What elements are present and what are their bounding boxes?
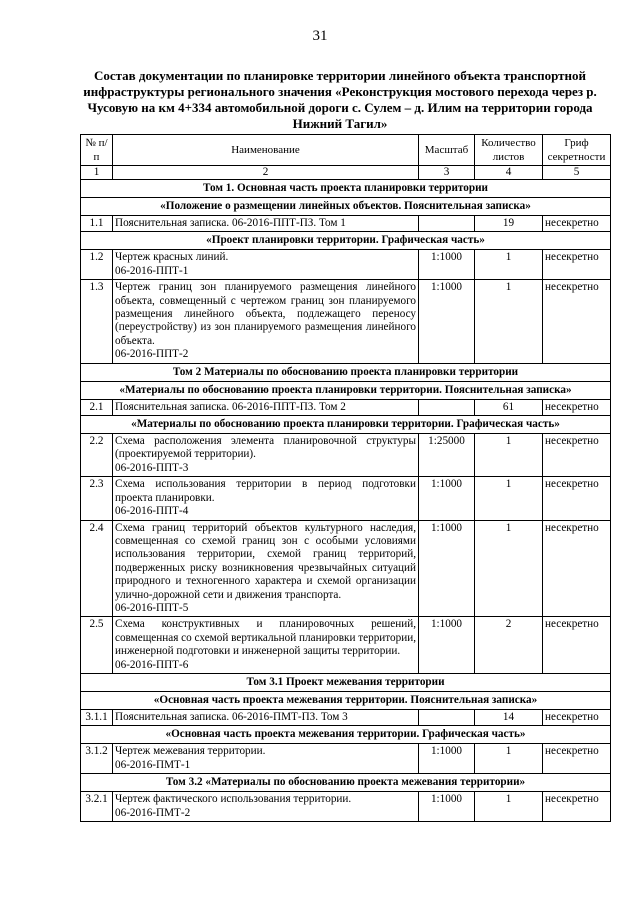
row-sheet-count: 1 [475,250,543,280]
row-scale: 1:1000 [419,280,475,363]
row-name-cell [113,520,419,617]
row-document-code: 06-2016-ППТ-6 [115,658,189,671]
section-heading-row [81,416,611,434]
row-document-code: 06-2016-ППТ-1 [115,264,189,277]
row-secrecy: несекретно [543,477,611,520]
section-heading: «Материалы по обоснованию проекта планировки территории. Пояснительная записка» [81,381,611,399]
row-secrecy: несекретно [543,744,611,774]
table-row [81,617,611,674]
header-name: Наименование [113,135,419,166]
table-row [81,434,611,477]
row-scale: 1:1000 [419,744,475,774]
row-number: 3.2.1 [81,792,113,822]
row-number: 2.4 [81,520,113,617]
row-sheet-count: 61 [475,399,543,415]
section-heading-row [81,232,611,250]
row-name: Схема границ территорий объектов культурного наследия, совмещенная со схемой границ зон с особыми условиями использования территории, схемой границ территорий, подверженных риску возникновения чрезвычайных ситуаций природного и техногенного характера и схемой организации улично-дорожной сети и движения транспорта. [115,521,416,601]
row-secrecy: несекретно [543,250,611,280]
row-number: 2.1 [81,399,113,415]
row-number: 2.3 [81,477,113,520]
row-number: 2.5 [81,617,113,674]
documentation-table [80,134,611,822]
page-number: 31 [312,28,328,44]
row-name: Пояснительная записка. 06-2016-ППТ-ПЗ. Том 1 [115,217,346,229]
table-row [81,792,611,822]
table-row [81,250,611,280]
row-document-code: 06-2016-ППТ-4 [115,505,189,518]
row-sheet-count: 1 [475,792,543,822]
row-name-cell [113,280,419,363]
row-name-cell [113,617,419,674]
section-heading: Том 3.1 Проект межевания территории [81,673,611,691]
row-name-cell [113,434,419,477]
row-secrecy: несекретно [543,709,611,725]
row-scale: 1:1000 [419,520,475,617]
column-index-row [81,166,611,180]
row-name-cell [113,250,419,280]
row-name: Пояснительная записка. 06-2016-ППТ-ПЗ. Том 2 [115,400,346,413]
row-name-cell [113,792,419,822]
table-row [81,744,611,774]
section-heading: Том 3.2 «Материалы по обоснованию проекта межевания территории» [81,774,611,792]
column-index: 1 [81,166,113,180]
section-heading: «Положение о размещении линейных объектов. Пояснительная записка» [81,198,611,216]
row-number: 1.2 [81,250,113,280]
row-scale [419,399,475,415]
row-sheet-count: 14 [475,709,543,725]
row-name-cell [113,744,419,774]
table-row [81,520,611,617]
row-scale: 1:1000 [419,477,475,520]
row-sheet-count: 2 [475,617,543,674]
table-row [81,280,611,363]
header-sheets: Количество листов [475,135,543,166]
section-heading-row [81,726,611,744]
column-index: 3 [419,166,475,180]
document-title: Состав документации по планировке территории линейного объекта транспортной инфраструктуры регионального значения «Реконструкция мостового перехода через р. Чусовую на км 4+334 автомобильной дороги с. Сулем – д. Илим на территории города Нижний Тагил» [83,68,597,131]
row-number: 3.1.1 [81,709,113,725]
row-document-code: 06-2016-ППТ-2 [115,348,189,361]
row-name: Чертеж границ зон планируемого размещения линейного объекта, совмещенный с чертежом границ зон планируемого размещения линейного объекта, подлежащего переносу (переустройству) из зон планируемого размещения линейного объекта. [115,281,416,347]
row-sheet-count: 1 [475,434,543,477]
row-secrecy: несекретно [543,399,611,415]
row-document-code: 06-2016-ППТ-3 [115,461,189,474]
column-index: 4 [475,166,543,180]
table-row [81,216,611,232]
row-name: Пояснительная записка. 06-2016-ПМТ-ПЗ. Том 3 [115,710,348,723]
row-scale: 1:1000 [419,250,475,280]
section-heading: Том 2 Материалы по обоснованию проекта планировки территории [81,363,611,381]
row-document-code: 06-2016-ПМТ-2 [115,806,191,819]
row-scale [419,216,475,232]
row-secrecy: несекретно [543,792,611,822]
row-sheet-count: 1 [475,280,543,363]
row-secrecy: несекретно [543,520,611,617]
row-name: Чертеж красных линий. [115,251,229,264]
header-scale: Масштаб [419,135,475,166]
table-body [81,166,611,822]
row-sheet-count: 1 [475,520,543,617]
row-scale: 1:1000 [419,617,475,674]
row-number: 1.3 [81,280,113,363]
row-name: Чертеж фактического использования территории. [115,793,352,806]
section-heading-row [81,774,611,792]
section-heading: «Основная часть проекта межевания территории. Графическая часть» [81,726,611,744]
row-name: Схема использования территории в период подготовки проекта планировки. [115,478,416,504]
row-secrecy: несекретно [543,434,611,477]
row-secrecy: несекретно [543,216,611,232]
section-heading: «Основная часть проекта межевания территории. Пояснительная записка» [81,691,611,709]
row-document-code: 06-2016-ППТ-5 [115,601,189,614]
row-secrecy: несекретно [543,617,611,674]
row-name-cell [113,216,419,232]
row-sheet-count: 1 [475,744,543,774]
table-row [81,709,611,725]
section-heading-row [81,673,611,691]
section-heading-row [81,691,611,709]
row-document-code: 06-2016-ПМТ-1 [115,758,191,771]
header-num: № п/п [81,135,113,166]
section-heading: «Материалы по обоснованию проекта планировки территории. Графическая часть» [81,416,611,434]
section-heading-row [81,381,611,399]
row-scale: 1:1000 [419,792,475,822]
row-name-cell [113,709,419,725]
column-index: 2 [113,166,419,180]
row-name-cell [113,477,419,520]
row-name-cell [113,399,419,415]
row-sheet-count: 1 [475,477,543,520]
section-heading-row [81,180,611,198]
section-heading-row [81,198,611,216]
header-secrecy: Гриф секретности [543,135,611,166]
section-heading: «Проект планировки территории. Графическая часть» [81,232,611,250]
row-secrecy: несекретно [543,280,611,363]
table-header-row [81,135,611,166]
row-name: Схема расположения элемента планировочной структуры (проектируемой территории). [115,435,416,461]
table-row [81,477,611,520]
row-number: 2.2 [81,434,113,477]
row-name: Чертеж межевания территории. [115,745,266,758]
column-index: 5 [543,166,611,180]
row-scale: 1:25000 [419,434,475,477]
row-number: 1.1 [81,216,113,232]
section-heading-row [81,363,611,381]
section-heading: Том 1. Основная часть проекта планировки территории [81,180,611,198]
row-name: Схема конструктивных и планировочных решений, совмещенная со схемой вертикальной планировки территории, инженерной подготовки и инженерной защиты территории. [115,618,416,658]
table-row [81,399,611,415]
row-sheet-count: 19 [475,216,543,232]
row-number: 3.1.2 [81,744,113,774]
row-scale [419,709,475,725]
